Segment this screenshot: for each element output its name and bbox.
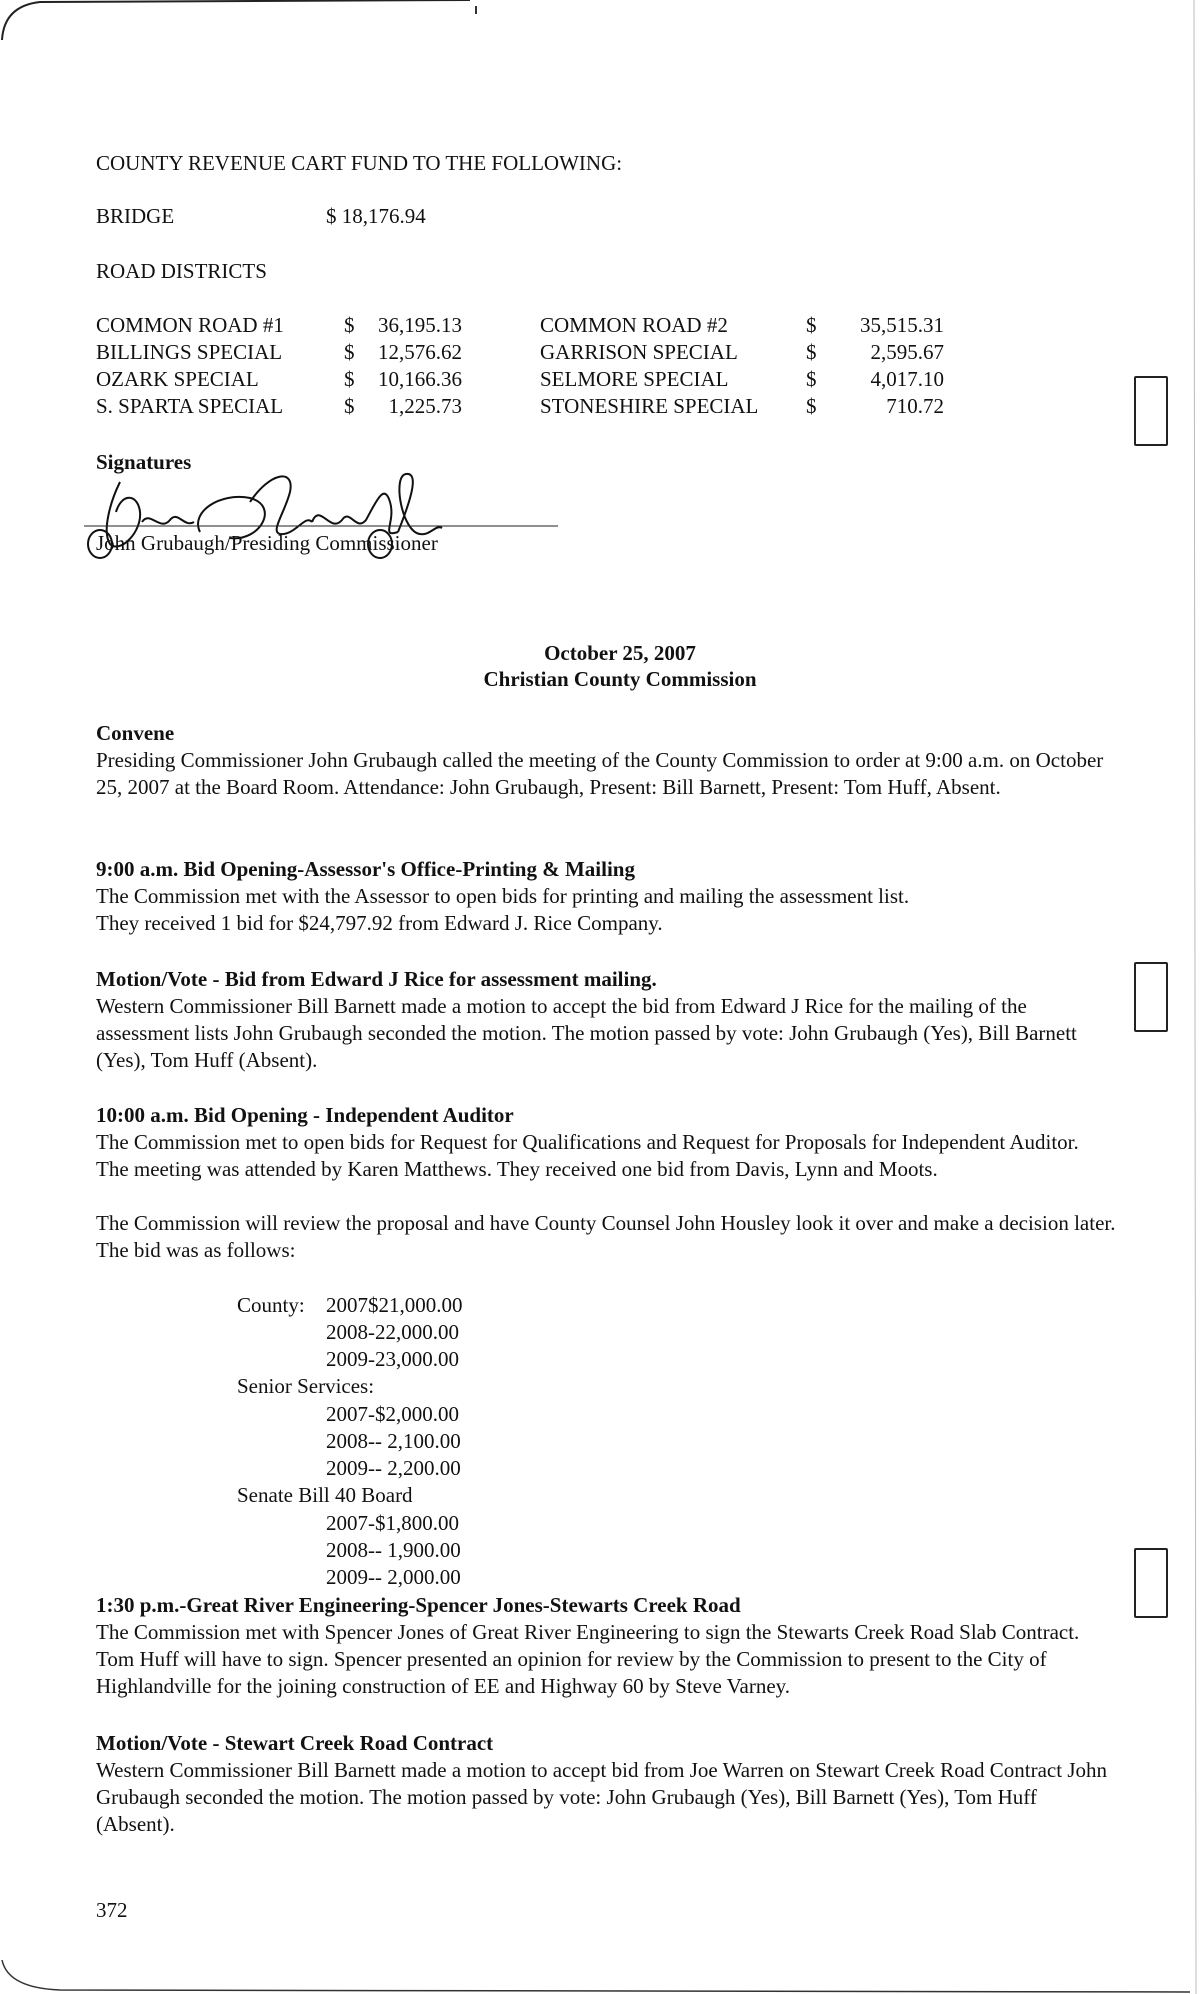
bid-line: 2007$21,000.00 <box>326 1293 463 1317</box>
district-name: SELMORE SPECIAL <box>540 367 729 391</box>
bid-county-label: County: <box>237 1293 305 1317</box>
bridge-amount: $ 18,176.94 <box>326 204 426 228</box>
district-name: COMMON ROAD #2 <box>540 313 728 337</box>
district-amount: 36,195.13 <box>378 313 462 337</box>
dollar-sign: $ <box>344 394 355 418</box>
district-amount: 710.72 <box>886 394 944 418</box>
signatures-label: Signatures <box>96 450 192 474</box>
engineering-heading: 1:30 p.m.-Great River Engineering-Spencer Jones-Stewarts Creek Road <box>96 1593 741 1617</box>
dollar-sign: $ <box>806 367 817 391</box>
bid-line: 2008-- 2,100.00 <box>326 1429 461 1453</box>
bridge-label: BRIDGE <box>96 204 175 228</box>
stewart-vote-body: Western Commissioner Bill Barnett made a motion to accept bid from Joe Warren on Stewart Creek Road Contract John Grubaugh seconded the motion. The motion passed by vote: John Grubaugh (Yes), Bill Barnett (Yes), Tom Huff (Absent). <box>96 1758 1107 1836</box>
district-name: GARRISON SPECIAL <box>540 340 738 364</box>
page-number: 372 <box>96 1898 128 1922</box>
assessor-bid-heading: 9:00 a.m. Bid Opening-Assessor's Office-Printing & Mailing <box>96 857 635 881</box>
district-name: COMMON ROAD #1 <box>96 313 284 337</box>
dollar-sign: $ <box>806 313 817 337</box>
stewart-vote-heading: Motion/Vote - Stewart Creek Road Contract <box>96 1731 494 1755</box>
engineering-body: The Commission met with Spencer Jones of Great River Engineering to sign the Stewarts Creek Road Slab Contract. Tom Huff will have to sign. Spencer presented an opinion for review by the Commission to present to the City of Highlandville for the joining construction of EE and Highway 60 by Steve Varney. <box>96 1620 1080 1698</box>
district-name: BILLINGS SPECIAL <box>96 340 283 364</box>
auditor-bid-body1: The Commission met to open bids for Request for Qualifications and Request for Proposals for Independent Auditor. The meeting was attended by Karen Matthews. They received one bid from Davis, Lynn and Moots. <box>96 1130 1079 1181</box>
bid-line: 2007-$2,000.00 <box>326 1402 459 1426</box>
rice-vote-heading: Motion/Vote - Bid from Edward J Rice for assessment mailing. <box>96 967 657 991</box>
bid-line: 2007-$1,800.00 <box>326 1511 459 1535</box>
bid-line: 2009-- 2,000.00 <box>326 1565 461 1589</box>
bid-line: 2008-- 1,900.00 <box>326 1538 461 1562</box>
binder-notch-bottom <box>1134 1548 1168 1618</box>
rice-vote-body: Western Commissioner Bill Barnett made a motion to accept the bid from Edward J Rice for the mailing of the assessment lists John Grubaugh seconded the motion. The motion passed by vote: John Grubaugh (Yes), Bill Barnett (Yes), Tom Huff (Absent). <box>96 994 1077 1072</box>
bid-line: 2009-23,000.00 <box>326 1347 459 1371</box>
district-amount: 10,166.36 <box>378 367 462 391</box>
district-name: STONESHIRE SPECIAL <box>540 394 759 418</box>
assessor-bid-line1: The Commission met with the Assessor to open bids for printing and mailing the assessment list. <box>96 884 910 908</box>
meeting-date: October 25, 2007 <box>544 641 696 665</box>
assessor-bid-line2: They received 1 bid for $24,797.92 from Edward J. Rice Company. <box>96 911 663 935</box>
district-name: OZARK SPECIAL <box>96 367 259 391</box>
meeting-body: Christian County Commission <box>483 667 757 691</box>
dollar-sign: $ <box>344 340 355 364</box>
binder-notch-top <box>1134 376 1168 446</box>
dollar-sign: $ <box>344 367 355 391</box>
fund-header: COUNTY REVENUE CART FUND TO THE FOLLOWING: <box>96 151 623 175</box>
district-amount: 1,225.73 <box>388 394 462 418</box>
district-amount: 12,576.62 <box>378 340 462 364</box>
bid-line: 2009-- 2,200.00 <box>326 1456 461 1480</box>
convene-heading: Convene <box>96 721 175 745</box>
district-amount: 35,515.31 <box>860 313 944 337</box>
district-amount: 2,595.67 <box>870 340 944 364</box>
convene-body: Presiding Commissioner John Grubaugh called the meeting of the County Commission to order at 9:00 a.m. on October 25, 2007 at the Board Room. Attendance: John Grubaugh, Present: Bill Barnett, Present: Tom Huff, Absent. <box>96 748 1104 799</box>
signature-caption: John Grubaugh/Presiding Commissioner <box>96 531 438 555</box>
binder-notch-middle <box>1134 962 1168 1032</box>
auditor-bid-body2: The Commission will review the proposal and have County Counsel John Housley look it over and make a decision later. The bid was as follows: <box>96 1211 1116 1262</box>
district-name: S. SPARTA SPECIAL <box>96 394 284 418</box>
district-amount: 4,017.10 <box>870 367 944 391</box>
bid-line: 2008-22,000.00 <box>326 1320 459 1344</box>
bid-senate-label: Senate Bill 40 Board <box>237 1483 413 1507</box>
road-districts-header: ROAD DISTRICTS <box>96 259 267 283</box>
auditor-bid-heading: 10:00 a.m. Bid Opening - Independent Auditor <box>96 1103 514 1127</box>
dollar-sign: $ <box>806 340 817 364</box>
dollar-sign: $ <box>344 313 355 337</box>
dollar-sign: $ <box>806 394 817 418</box>
bid-senior-label: Senior Services: <box>237 1374 375 1398</box>
